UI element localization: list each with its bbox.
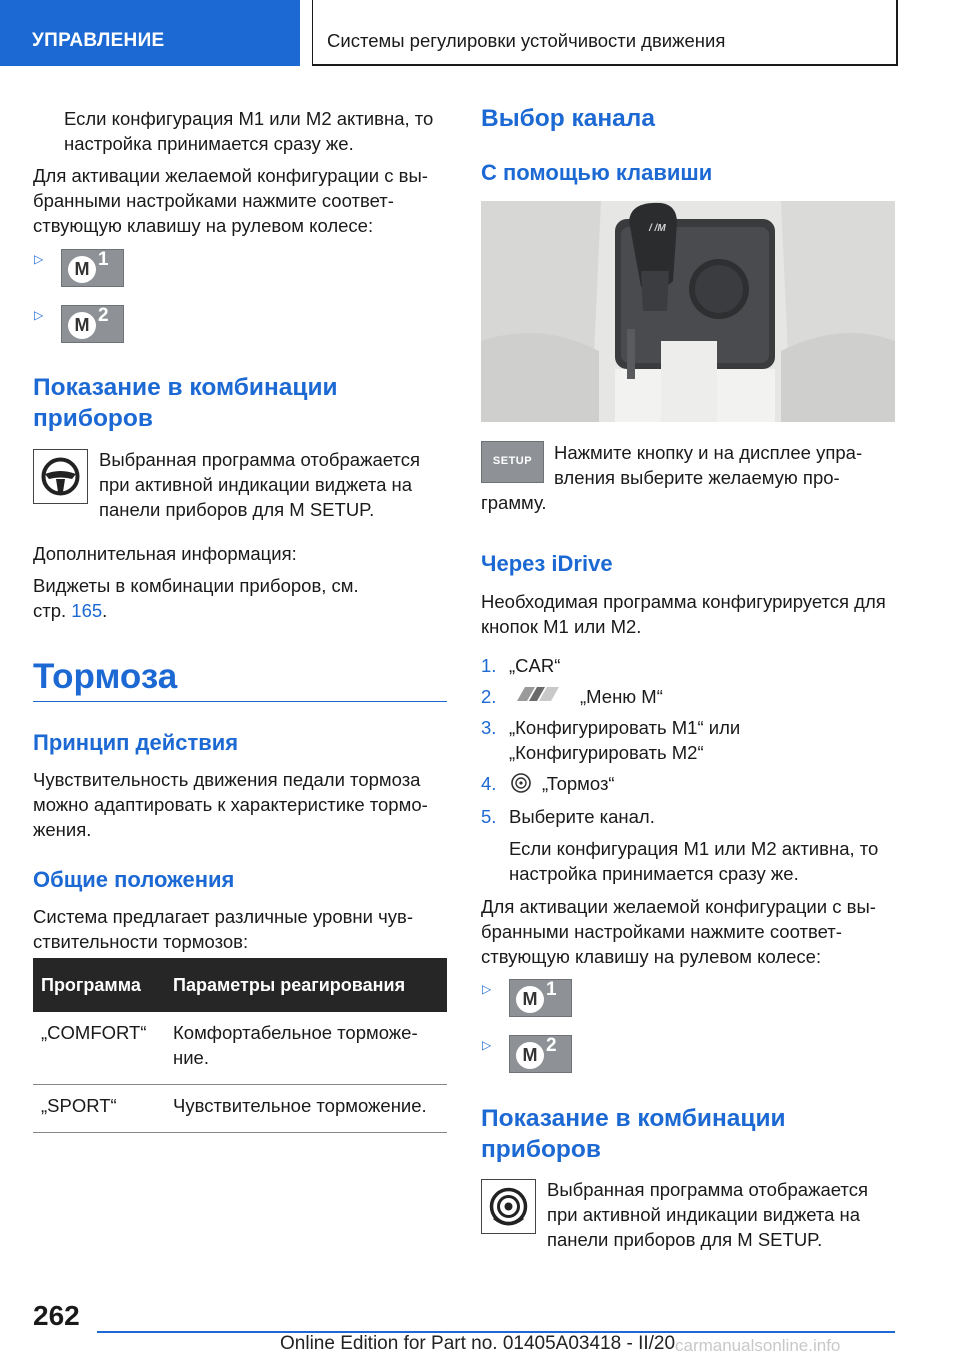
widgets-text-line-1: Виджеты в комбинации приборов, см. [33,575,359,596]
bullet-triangle-icon: ▷ [34,252,44,266]
cluster-text-line-3: панели приборов для M SETUP. [547,1229,823,1250]
cluster-heading-line-2: приборов [481,1136,601,1163]
bullet-triangle-icon: ▷ [482,982,492,996]
principle-text-line-1: Чувствительность движения педали тормоза [33,769,421,790]
setup-text-line-3: грамму. [481,492,547,513]
header-chapter-label: Системы регулировки устойчивости движения [327,30,726,51]
step5-note-line-2: настройка принимается сразу же. [509,863,799,884]
cluster-text-line-3: панели приборов для M SETUP. [99,499,375,520]
step-number: 3. [481,717,497,738]
step-number: 5. [481,806,497,827]
table-cell-parameters: Чувствительное торможение. [165,1085,447,1133]
m2-letter: M [516,1042,544,1069]
table-cell-program: „SPORT“ [33,1085,165,1133]
activate-text-line-1: Для активации желаемой конфигурации с вы- [481,896,876,917]
m-stripes-icon [509,685,567,703]
intro-note-line-2: настройка принимается сразу же. [64,133,354,154]
widgets-page-link[interactable]: 165 [71,600,103,621]
cluster-text-line-1: Выбранная программа отображается [99,449,420,470]
general-text-line-1: Система предлагает различные уровни чув- [33,906,413,927]
cluster-heading-line-1: Показание в комбинации [33,374,338,401]
principle-text-line-3: жения. [33,819,92,840]
m2-button-icon [61,305,124,343]
table-header-program: Программа [33,958,165,1012]
widgets-text-line-2 [33,598,107,623]
brake-programs-table [33,958,447,1133]
svg-text:/ /M: / /M [649,223,666,234]
step-text: Выберите канал. [509,806,655,827]
intro-note-line-1: Если конфигурация M1 или M2 активна, то [64,108,434,129]
page-number: 262 [33,1300,80,1331]
activate-text-line-3: ствующую клавишу на рулевом колесе: [33,215,374,236]
idrive-text-line-2: кнопок M1 или M2. [481,616,642,637]
m1-number: 1 [98,249,109,270]
step-number: 4. [481,773,497,794]
step-number: 2. [481,686,497,707]
brake-disc-display-icon [481,1179,536,1234]
table-header-row [33,958,447,1012]
m1-number: 1 [546,979,557,1000]
center-console-photo [481,201,895,422]
m1-letter: M [516,986,544,1013]
steering-wheel-icon [33,449,88,504]
activate-text-line-1: Для активации желаемой конфигурации с вы- [33,165,428,186]
setup-button-icon [481,441,544,483]
footer-edition: Online Edition for Part no. 01405A03418 - II/20 [280,1333,676,1354]
cluster-heading-line-1: Показание в комбинации [481,1105,786,1132]
principle-text-line-2: можно адаптировать к характеристике тормо- [33,794,428,815]
header-chapter-box [312,0,898,66]
step5-note-line-1: Если конфигурация M1 или M2 активна, то [509,838,879,859]
bullet-triangle-icon: ▷ [34,308,44,322]
brakes-title-rule [33,701,447,702]
principle-heading: Принцип действия [33,730,239,755]
m1-letter: M [68,256,96,283]
setup-text-line-1: Нажмите кнопку и на дисплее упра- [554,442,863,463]
activate-text-line-3: ствующую клавишу на рулевом колесе: [481,946,822,967]
m1-button-icon [61,249,124,287]
general-text-line-2: ствительности тормозов: [33,931,249,952]
table-header-parameters: Параметры реагирования [165,958,447,1012]
bullet-triangle-icon: ▷ [482,1038,492,1052]
cluster-text-line-1: Выбранная программа отображается [547,1179,868,1200]
brake-disc-icon [510,772,532,794]
table-cell-program: „COMFORT“ [33,1012,165,1085]
watermark: carmanualsonline.info [675,1336,841,1355]
m2-button-icon [509,1035,572,1073]
m2-letter: M [68,312,96,339]
step-text: „CAR“ [509,655,561,676]
additional-info-label: Дополнительная информация: [33,543,297,564]
step-text-continued: „Конфигурировать M2“ [509,742,704,763]
step-text: „Тормоз“ [542,773,615,794]
setup-text-line-2: вления выберите желаемую про- [554,467,840,488]
brakes-title: Тормоза [33,657,178,696]
step-text: „Меню M“ [580,686,663,707]
step-text: „Конфигурировать M1“ или [509,717,741,738]
activate-text-line-2: бранными настройками нажмите соответ- [33,190,394,211]
widgets-page-suffix: . [102,600,108,621]
setup-button-label: SETUP [492,455,533,467]
header-section-label: УПРАВЛЕНИЕ [32,30,165,51]
channel-heading: Выбор канала [481,105,655,132]
idrive-text-line-1: Необходимая программа конфигурируется для [481,591,886,612]
cluster-text-line-2: при активной индикации виджета на [99,474,413,495]
general-heading: Общие положения [33,867,235,892]
activate-text-line-2: бранными настройками нажмите соответ- [481,921,842,942]
cluster-heading-line-2: приборов [33,405,153,432]
m2-number: 2 [546,1035,557,1056]
key-heading: С помощью клавиши [481,160,713,185]
header-section-tab [0,0,300,66]
table-row [33,1085,447,1133]
table-row [33,1012,447,1085]
widgets-page-prefix: стр. [33,600,67,621]
m2-number: 2 [98,305,109,326]
cluster-text-line-2: при активной индикации виджета на [547,1204,861,1225]
table-cell-parameters: Комфортабельное торможе-ние. [165,1012,447,1085]
m1-button-icon [509,979,572,1017]
step-number: 1. [481,655,497,676]
idrive-heading: Через iDrive [481,551,613,576]
